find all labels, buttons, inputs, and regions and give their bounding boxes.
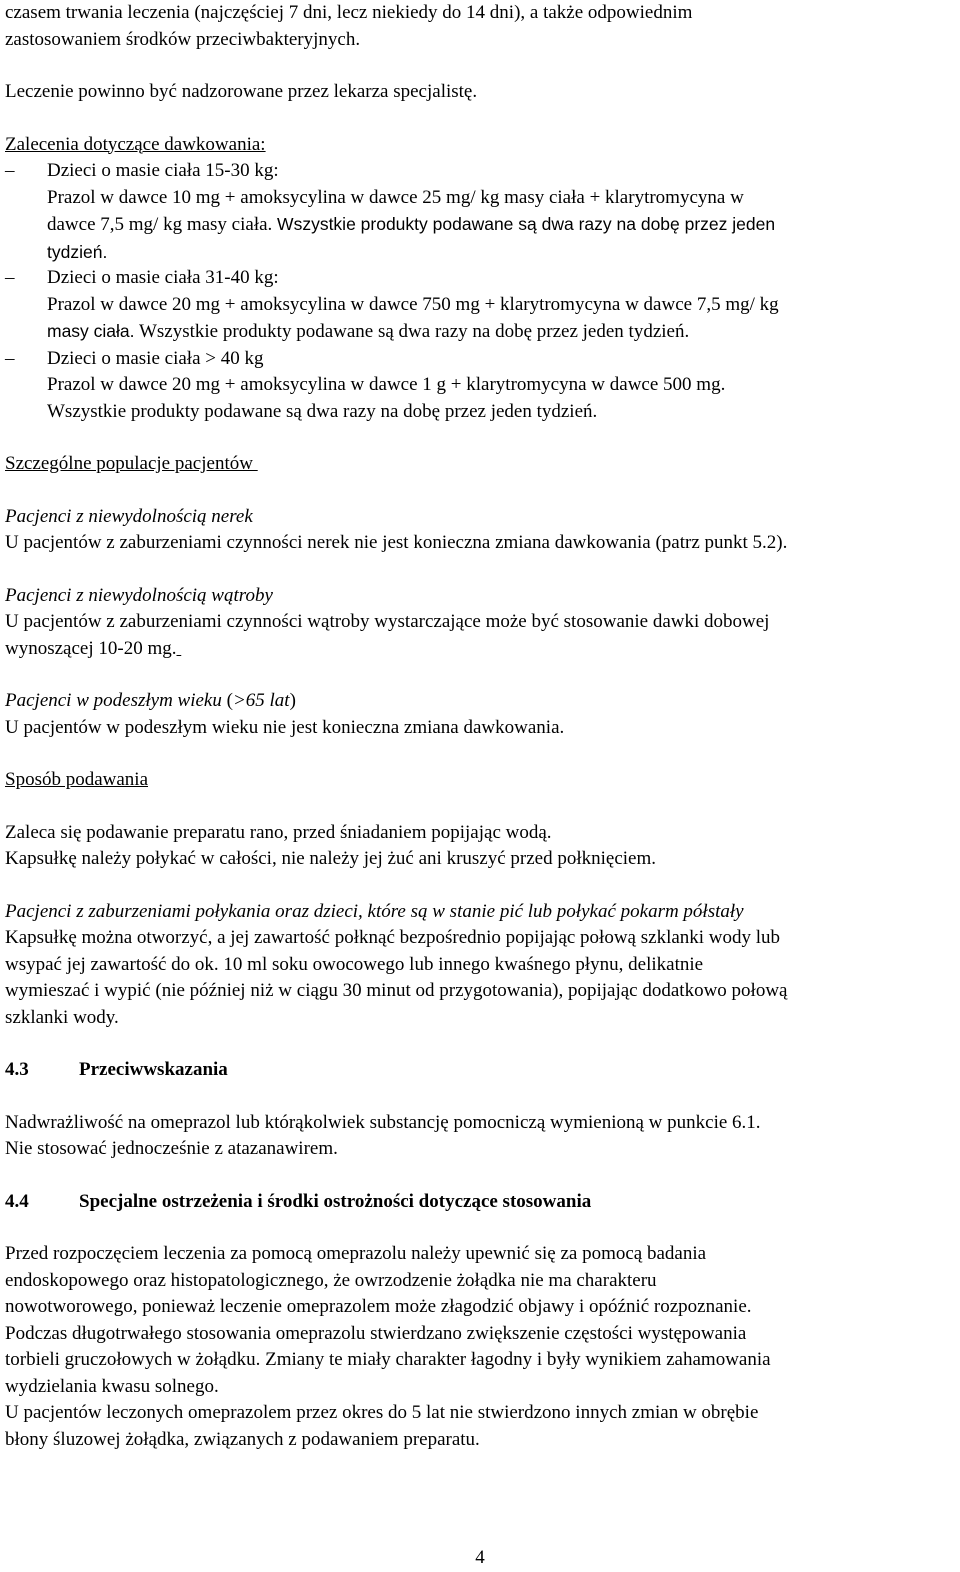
elderly-title: Pacjenci w podeszłym wieku (>65 lat) bbox=[5, 690, 296, 711]
swallowing-line: szklanki wody. bbox=[5, 1006, 119, 1028]
dosing-item-31-40 bbox=[5, 265, 953, 346]
dosing-item-text: masy ciała. Wszystkie produkty podawane są dwa razy na dobę przez jeden tydzień. bbox=[47, 321, 690, 342]
hepatic-title: Pacjenci z niewydolnością wątroby bbox=[5, 584, 273, 606]
dosing-item-text: dawce 7,5 mg/ kg masy ciała. Wszystkie produkty podawane są dwa razy na dobę przez jeden bbox=[47, 214, 776, 235]
special-populations-heading: Szczególne populacje pacjentów bbox=[5, 453, 258, 474]
warning-line: U pacjentów leczonych omeprazolem przez okres do 5 lat nie stwierdzono innych zmian w obrębie bbox=[5, 1402, 759, 1423]
dosing-item-title: Dzieci o masie ciała > 40 kg bbox=[47, 347, 264, 369]
section-title: Przeciwwskazania bbox=[79, 1059, 228, 1080]
administration-heading: Sposób podawania bbox=[5, 769, 149, 790]
hepatic-text: U pacjentów z zaburzeniami czynności wątroby wystarczające może być stosowanie dawki dobowej bbox=[5, 611, 770, 632]
swallowing-line: wymieszać i wypić (nie później niż w ciągu 30 minut od przygotowania), popijając dodatkowo połową bbox=[5, 980, 788, 1001]
dosing-item-text: Prazol w dawce 10 mg + amoksycylina w dawce 25 mg/ kg masy ciała + klarytromycyna w bbox=[47, 186, 744, 208]
administration-line: Zaleca się podawanie preparatu rano, przed śniadaniem popijając wodą. bbox=[5, 821, 552, 843]
swallowing-line: wsypać jej zawartość do ok. 10 ml soku owocowego lub innego kwaśnego płynu, delikatnie bbox=[5, 953, 704, 975]
warning-line: nowotworowego, ponieważ leczenie omeprazolem może złagodzić objawy i opóźnić rozpoznanie. bbox=[5, 1296, 752, 1317]
swallowing-line: Kapsułkę można otworzyć, a jej zawartość połknąć bezpośrednio popijając połową szklanki wody lub bbox=[5, 927, 781, 948]
dash-bullet-icon: – bbox=[5, 347, 15, 369]
page-number: 4 bbox=[475, 1547, 485, 1568]
hepatic-text: wynoszącej 10-20 mg. bbox=[5, 637, 177, 659]
dosing-item-over-40 bbox=[5, 346, 953, 426]
elderly-text: U pacjentów w podeszłym wieku nie jest konieczna zmiana dawkowania. bbox=[5, 716, 565, 738]
renal-title: Pacjenci z niewydolnością nerek bbox=[5, 505, 253, 527]
contraindication-line: Nie stosować jednocześnie z atazanawirem. bbox=[5, 1138, 338, 1159]
document-page bbox=[5, 0, 953, 1453]
dosing-item-title: Dzieci o masie ciała 15-30 kg: bbox=[47, 160, 279, 181]
warning-line: wydzielania kwasu solnego. bbox=[5, 1375, 219, 1397]
contraindication-line: Nadwrażliwość na omeprazol lub którąkolwiek substancję pomocniczą wymienioną w punkcie 6.1. bbox=[5, 1111, 761, 1133]
section-title: Specjalne ostrzeżenia i środki ostrożności dotyczące stosowania bbox=[79, 1190, 592, 1212]
dosing-item-title: Dzieci o masie ciała 31-40 kg: bbox=[47, 267, 279, 288]
warning-line: Przed rozpoczęciem leczenia za pomocą omeprazolu należy upewnić się za pomocą badania bbox=[5, 1243, 707, 1264]
renal-text: U pacjentów z zaburzeniami czynności nerek nie jest konieczna zmiana dawkowania (patrz punkt 5.2). bbox=[5, 532, 788, 553]
warning-line: Podczas długotrwałego stosowania omeprazolu stwierdzano zwiększenie częstości występowania bbox=[5, 1322, 747, 1344]
dosing-item-15-30 bbox=[5, 158, 953, 265]
intro-line-1: czasem trwania leczenia (najczęściej 7 dni, lecz niekiedy do 14 dni), a także odpowiednim bbox=[5, 2, 693, 23]
section-4-3-heading bbox=[5, 1057, 953, 1084]
dosing-item-text: Prazol w dawce 20 mg + amoksycylina w dawce 750 mg + klarytromycyna w dawce 7,5 mg/ kg bbox=[47, 293, 779, 315]
intro-line-2: zastosowaniem środków przeciwbakteryjnych. bbox=[5, 28, 361, 50]
warning-line: torbieli gruczołowych w żołądku. Zmiany te miały charakter łagodny i były wynikiem zahamowania bbox=[5, 1349, 771, 1370]
section-number: 4.3 bbox=[5, 1059, 29, 1080]
dosing-item-text: Prazol w dawce 20 mg + amoksycylina w dawce 1 g + klarytromycyna w dawce 500 mg. bbox=[47, 374, 726, 395]
swallowing-title: Pacjenci z zaburzeniami połykania oraz dzieci, które są w stanie pić lub połykać pokarm półstały bbox=[5, 900, 744, 922]
dosing-item-text: Wszystkie produkty podawane są dwa razy na dobę przez jeden tydzień. bbox=[47, 400, 598, 422]
warning-line: błony śluzowej żołądka, związanych z podawaniem preparatu. bbox=[5, 1428, 480, 1450]
administration-line: Kapsułkę należy połykać w całości, nie należy jej żuć ani kruszyć przed połknięciem. bbox=[5, 848, 657, 869]
supervision-text: Leczenie powinno być nadzorowane przez lekarza specjalistę. bbox=[5, 81, 478, 102]
dash-bullet-icon: – bbox=[5, 160, 15, 181]
warning-line: endoskopowego oraz histopatologicznego, że owrzodzenie żołądka nie ma charakteru bbox=[5, 1269, 657, 1291]
section-4-4-heading bbox=[5, 1189, 953, 1216]
dosing-heading: Zalecenia dotyczące dawkowania: bbox=[5, 133, 266, 155]
dash-bullet-icon: – bbox=[5, 267, 15, 288]
section-number: 4.4 bbox=[5, 1190, 29, 1212]
dosing-item-text: tydzień. bbox=[47, 241, 108, 262]
